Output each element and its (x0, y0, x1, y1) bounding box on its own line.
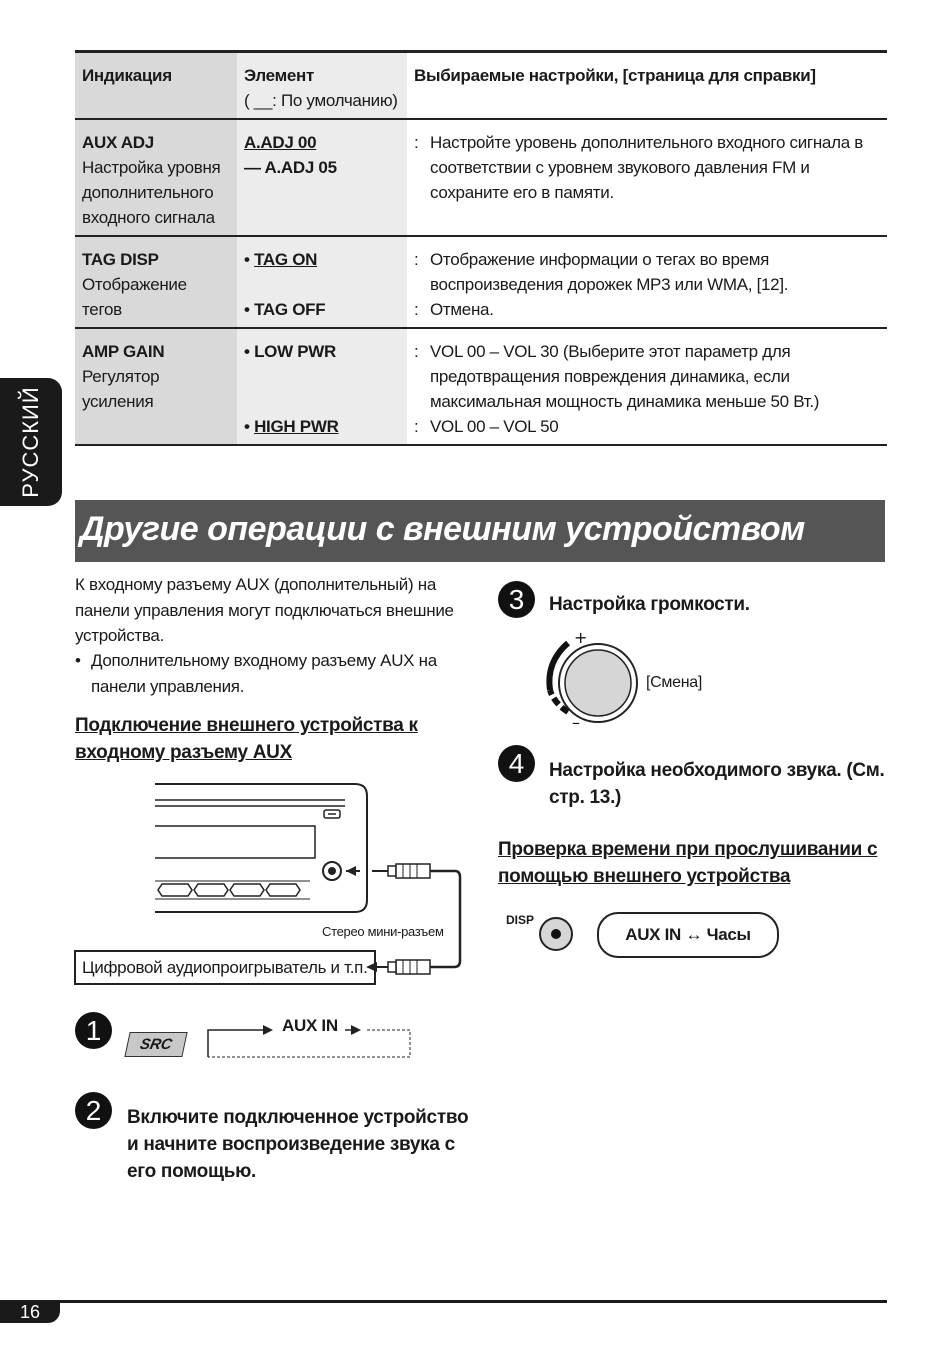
settings-cell: : VOL 00 – VOL 30 (Выберите этот параметр для предотвращения повреждения динамика, если максимальная мощность динамика меньше 50 Вт.) : VOL 00 – VOL 50 (407, 328, 887, 445)
table-header-row (75, 52, 887, 120)
indication-cell (75, 328, 237, 445)
bullet-item (75, 648, 475, 699)
step-2-number: 2 (75, 1092, 112, 1129)
volume-knob[interactable] (540, 628, 650, 728)
cable-line (430, 871, 460, 967)
option-item: • TAG OFF (244, 300, 326, 319)
indication-desc: Настройка уровня дополнительного входного сигнала (82, 158, 221, 227)
step-1-number: 1 (75, 1012, 112, 1049)
header-indication: Индикация (75, 52, 237, 120)
table-row (75, 119, 887, 236)
element-value-range: — A.ADJ 05 (244, 158, 337, 177)
header-element-note: ( __: По умолчанию) (244, 91, 398, 110)
minus-icon: – (572, 713, 580, 728)
arrow-right-icon (263, 1025, 273, 1035)
setting-text: Отображение информации о тегах во время воспроизведения дорожек MP3 или WMA, [12]. (430, 250, 789, 294)
section-title: Другие операции с внешним устройством (80, 510, 805, 548)
element-value-default: A.ADJ 00 (244, 133, 317, 152)
volume-knob-icon (549, 628, 637, 728)
knob-label: [Смена] (646, 674, 702, 691)
setting-text: VOL 00 – VOL 50 (430, 417, 559, 436)
step-3-text: Настройка громкости. (549, 594, 750, 615)
option-default: HIGH PWR (254, 417, 339, 436)
plug-bottom-icon (372, 960, 430, 974)
bullet-text: Дополнительному входному разъему AUX на панели управления. (91, 651, 437, 696)
src-button[interactable]: SRC (124, 1032, 187, 1057)
language-label: РУССКИЙ (18, 386, 43, 498)
connect-heading: Подключение внешнего устройства к входному разъему AUX (75, 715, 418, 763)
arrow-right-icon (351, 1025, 361, 1035)
element-cell (237, 119, 407, 236)
indication-name: AMP GAIN (82, 342, 165, 361)
option-default: TAG ON (254, 250, 318, 269)
bullet-dot: • (75, 651, 81, 670)
setting-text: Отмена. (430, 300, 494, 319)
settings-cell: : Отображение информации о тегах во время воспроизведения дорожек MP3 или WMA, [12]. : Отмена. (407, 236, 887, 328)
plug-top-icon (372, 864, 455, 878)
option-label: TAG OFF (254, 300, 326, 319)
table-row (75, 236, 887, 328)
indication-name: TAG DISP (82, 250, 159, 269)
aux-in-label: AUX IN (282, 1016, 338, 1035)
option-label: LOW PWR (254, 342, 337, 361)
element-cell (237, 328, 407, 445)
step-3-number: 3 (498, 581, 535, 618)
disp-button[interactable] (537, 915, 575, 953)
footer-divider (0, 1300, 887, 1303)
header-element-label: Элемент (244, 66, 315, 85)
indication-desc: Отображение тегов (82, 275, 187, 319)
setting-text: Настройте уровень дополнительного входного сигнала в соответствии с уровнем звукового давления FM и сохраните его в памяти. (430, 133, 864, 202)
settings-cell: : Настройте уровень дополнительного входного сигнала в соответствии с уровнем звукового давления FM и сохраните его в памяти. (407, 119, 887, 236)
section-banner (75, 500, 885, 562)
settings-table (75, 50, 887, 446)
header-element (237, 52, 407, 120)
table-row (75, 328, 887, 445)
header-settings: Выбираемые настройки, [страница для справки] (407, 52, 887, 120)
car-stereo-icon (155, 784, 367, 912)
step-2-text: Включите подключенное устройство и начните воспроизведение звука с его помощью. (127, 1107, 469, 1182)
indication-name: AUX ADJ (82, 133, 154, 152)
option-item: • TAG ON (244, 250, 318, 269)
indication-cell (75, 119, 237, 236)
element-cell (237, 236, 407, 328)
step-4-text: Настройка необходимого звука. (См. стр. 13.) (549, 760, 885, 808)
stereo-jack-label: Стерео мини-разъем (322, 924, 444, 939)
intro-paragraph: К входному разъему AUX (дополнительный) на панели управления могут подключаться внешние устройства. (75, 575, 454, 645)
option-item: • LOW PWR (244, 342, 337, 361)
aux-jack-icon (323, 862, 341, 880)
page-number: 16 (0, 1301, 60, 1323)
aux-clock-toggle-label: AUX IN ↔ Часы (597, 912, 779, 958)
language-side-tab (0, 378, 62, 506)
setting-text: VOL 00 – VOL 30 (Выберите этот параметр для предотвращения повреждения динамика, если максимальная мощность динамика меньше 50 Вт.) (430, 342, 820, 411)
audio-player-label: Цифровой аудиопроигрыватель и т.п. (74, 950, 376, 985)
disp-label: DISP (506, 913, 535, 927)
step-4-number: 4 (498, 745, 535, 782)
indication-desc: Регулятор усиления (82, 367, 160, 411)
indication-cell (75, 236, 237, 328)
option-item: • HIGH PWR (244, 417, 339, 436)
plus-icon: + (574, 628, 588, 647)
time-check-heading: Проверка времени при прослушивании с помощью внешнего устройства (498, 839, 878, 887)
